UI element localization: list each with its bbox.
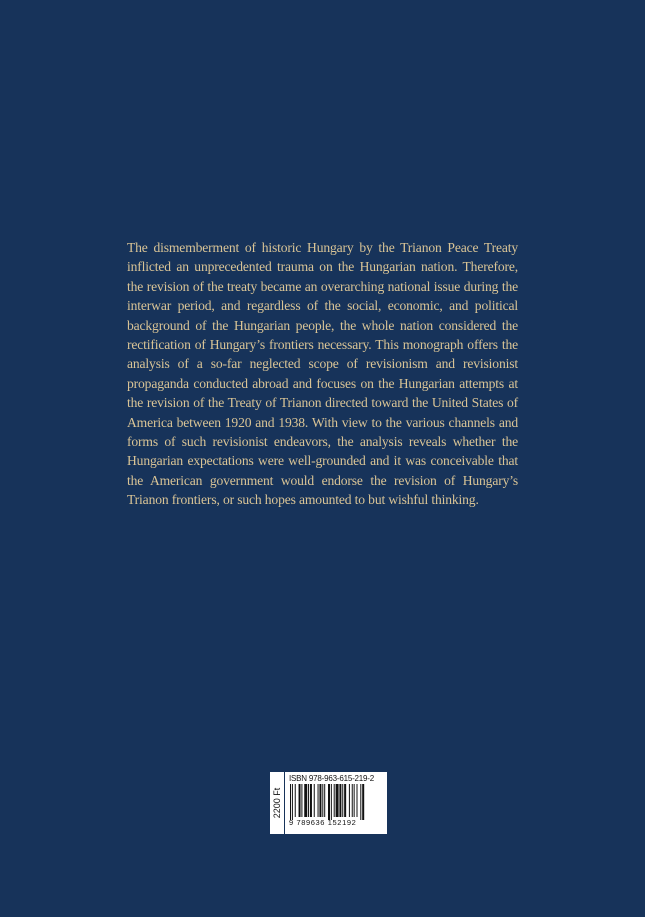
barcode-icon bbox=[289, 784, 385, 820]
barcode-bar bbox=[331, 784, 332, 820]
barcode-bar bbox=[308, 784, 309, 817]
barcode-bar bbox=[354, 784, 355, 817]
barcode-bar bbox=[336, 784, 339, 817]
barcode-bar bbox=[357, 784, 358, 817]
barcode-digits: 9 789636 152192 bbox=[289, 818, 357, 827]
barcode-bar bbox=[322, 784, 323, 817]
barcode-bar bbox=[299, 784, 301, 817]
price-strip bbox=[270, 772, 285, 834]
barcode-bar bbox=[339, 784, 341, 817]
barcode-bar bbox=[314, 784, 315, 817]
isbn-barcode-area bbox=[285, 772, 387, 834]
barcode-bar bbox=[318, 784, 319, 817]
barcode-bar bbox=[319, 784, 321, 817]
back-cover-blurb: The dismemberment of historic Hungary by the Trianon Peace Treaty inflicted an unprecedented trauma on the Hungarian nation. Therefore, the revision of the treaty became an overarching national issue during the interwar period, and regardless of the social, economic, and political background of the Hungarian people, the whole nation considered the rectification of Hungary’s frontiers necessary. This monograph offers the analysis of a so-far neglected scope of revisionism and revisionist propaganda conducted abroad and focuses on the Hungarian attempts at the revision of the Treaty of Trianon directed toward the United States of America between 1920 and 1938. With view to the various channels and forms of such revisionist endeavors, the analysis reveals whether the Hungarian expectations were well-grounded and it was conceivable that the American government would endorse the revision of Hungary’s Trianon frontiers, or such hopes amounted to but wishful thinking. bbox=[127, 240, 518, 508]
barcode-label bbox=[270, 772, 387, 834]
isbn-label: ISBN 978-963-615-219-2 bbox=[289, 774, 374, 783]
barcode-bar bbox=[334, 784, 335, 817]
barcode-bar bbox=[342, 784, 343, 817]
barcode-bar bbox=[290, 784, 291, 820]
barcode-bar bbox=[344, 784, 346, 817]
barcode-bar bbox=[310, 784, 312, 817]
barcode-bar bbox=[360, 784, 361, 820]
barcode-bar bbox=[362, 784, 364, 820]
barcode-bar bbox=[324, 784, 325, 817]
barcode-bar bbox=[301, 784, 302, 817]
barcode-bar bbox=[292, 784, 293, 820]
barcode-bar bbox=[295, 784, 296, 817]
barcode-bar bbox=[349, 784, 350, 817]
price-label: 2200 Ft bbox=[272, 787, 282, 819]
barcode-bar bbox=[352, 784, 353, 817]
barcode-bar bbox=[304, 784, 307, 817]
barcode-bar bbox=[328, 784, 330, 820]
